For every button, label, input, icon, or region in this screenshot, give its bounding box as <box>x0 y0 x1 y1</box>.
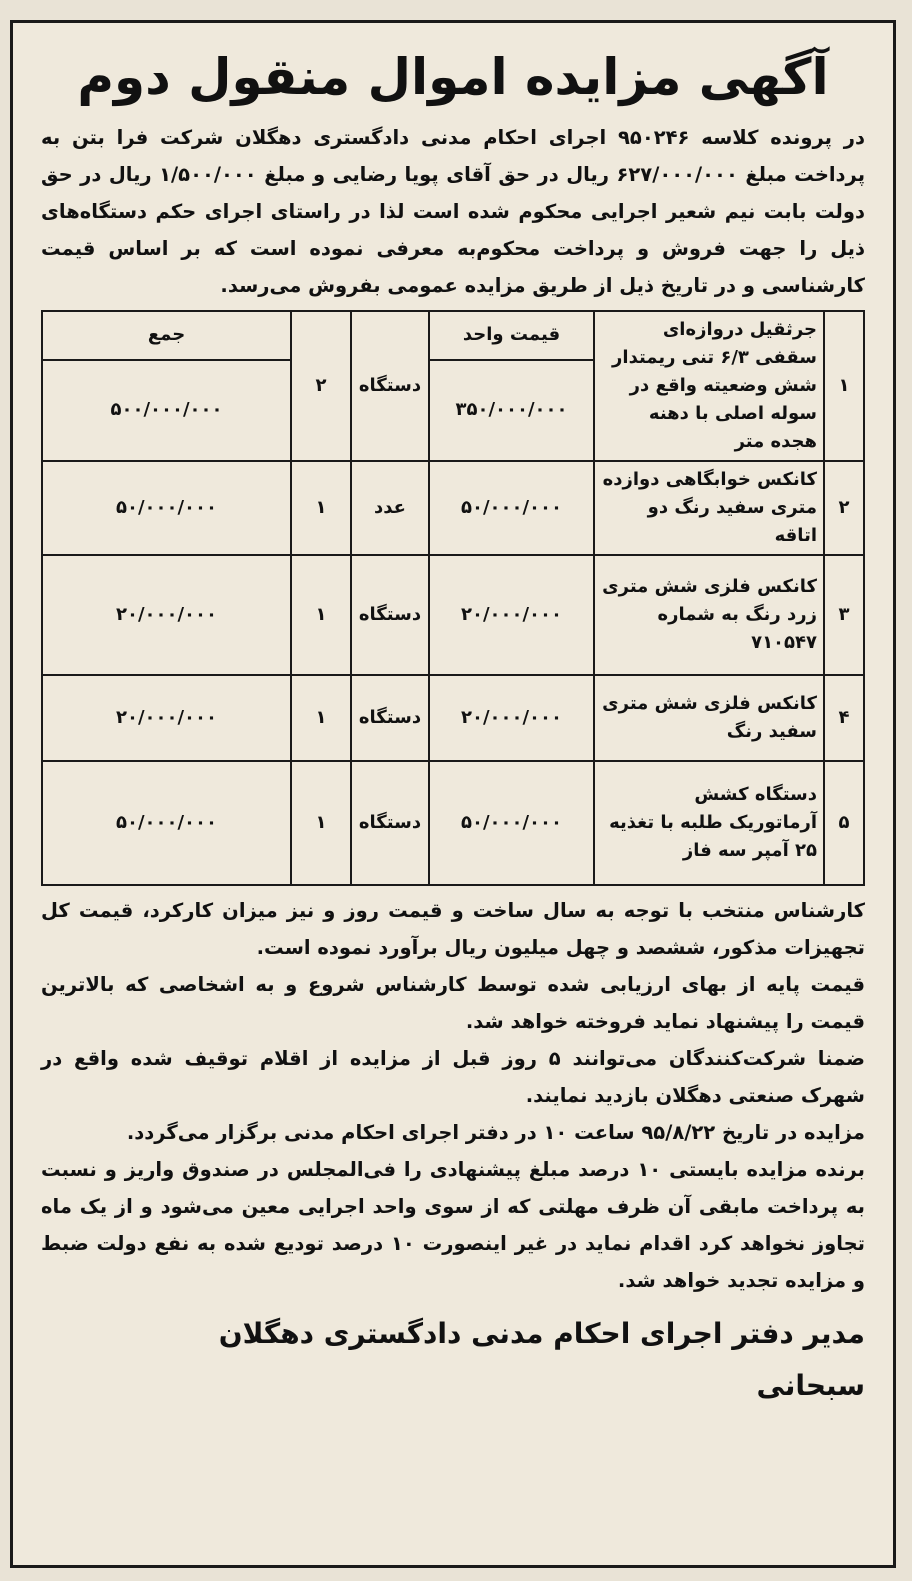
unit-price-header: قیمت واحد <box>429 311 594 360</box>
row-total: ۵۰/۰۰۰/۰۰۰ <box>42 761 291 885</box>
table-row <box>42 555 864 675</box>
row-unit: دستگاه <box>351 555 429 675</box>
row-description: کانکس فلزی شش متری زرد رنگ به شماره ۷۱۰۵۴۷ <box>594 555 824 675</box>
row-total: ۵۰۰/۰۰۰/۰۰۰ <box>42 360 291 461</box>
row-unit: دستگاه <box>351 311 429 461</box>
expert-paragraph: کارشناس منتخب با توجه به سال ساخت و قیمت روز و نیز میزان کارکرد، قیمت کل تجهیزات مذکور، ششصد و چهل میلیون ریال برآورد نموده است. <box>41 899 865 959</box>
table-row <box>42 761 864 885</box>
table-row <box>42 675 864 761</box>
row-number: ۴ <box>824 675 864 761</box>
row-quantity: ۱ <box>291 761 351 885</box>
intro-paragraph: در پرونده کلاسه ۹۵۰۲۴۶ اجرای احکام مدنی دادگستری دهگلان شرکت فرا بتن به پرداخت مبلغ ۶۲۷/۰۰۰/۰۰۰ ریال در حق آقای پویا رضایی و مبلغ ۱/۵۰۰/۰۰۰ ریال در حق دولت بابت نیم شعیر اجرایی محکوم شده است لذا در راستای اجرای حکم دستگاه‌های ذیل را جهت فروش و پرداخت محکوم‌به معرفی نموده است که بر اساس قیمت کارشناسی و در تاریخ ذیل از طریق مزایده عمومی بفروش می‌رسد. <box>41 126 866 297</box>
total-header: جمع <box>42 311 291 360</box>
signatory-name: سبحانی <box>756 1369 865 1402</box>
signatory-title: مدیر دفتر اجرای احکام مدنی دادگستری دهگلان <box>218 1317 865 1350</box>
winner-terms-paragraph: برنده مزایده بایستی ۱۰ درصد مبلغ پیشنهادی را فی‌المجلس در صندوق واریز و نسبت به پرداخت مابقی آن ظرف مهلتی که از سوی واحد اجرایی معین می‌شود و از یک ماه تجاوز نخواهد کرد اقدام نماید در غیر اینصورت ۱۰ درصد تودیع شده به نفع دولت ضبط و مزایده تجدید خواهد شد. <box>41 1158 865 1292</box>
row-unit: دستگاه <box>351 675 429 761</box>
row-unit: دستگاه <box>351 761 429 885</box>
row-unit-price: ۲۰/۰۰۰/۰۰۰ <box>429 555 594 675</box>
table-row <box>42 311 864 360</box>
row-number: ۵ <box>824 761 864 885</box>
row-unit-price: ۵۰/۰۰۰/۰۰۰ <box>429 461 594 555</box>
visit-paragraph: ضمنا شرکت‌کنندگان می‌توانند ۵ روز قبل از مزایده از اقلام توقیف شده واقع در شهرک صنعتی دهگلان بازدید نمایند. <box>41 1047 866 1107</box>
row-unit-price: ۵۰/۰۰۰/۰۰۰ <box>429 761 594 885</box>
row-quantity: ۱ <box>291 675 351 761</box>
row-description: کانکس فلزی شش متری سفید رنگ <box>594 675 824 761</box>
row-description: دستگاه کشش آرماتوریک طلبه با تغذیه ۲۵ آمپر سه فاز <box>594 761 824 885</box>
row-description: جرثقیل دروازه‌ای سقفی ۶/۳ تنی ریمتدار شش وضعیته واقع در سوله اصلی با دهنه هجده متر <box>594 311 824 461</box>
row-total: ۵۰/۰۰۰/۰۰۰ <box>42 461 291 555</box>
row-unit-price: ۲۰/۰۰۰/۰۰۰ <box>429 675 594 761</box>
row-total: ۲۰/۰۰۰/۰۰۰ <box>42 555 291 675</box>
row-unit: عدد <box>351 461 429 555</box>
row-quantity: ۱ <box>291 555 351 675</box>
row-quantity: ۱ <box>291 461 351 555</box>
base-price-paragraph: قیمت پایه از بهای ارزیابی شده توسط کارشناس شروع و به اشخاصی که بالاترین قیمت را پیشنهاد نماید فروخته خواهد شد. <box>41 973 865 1033</box>
row-number: ۱ <box>824 311 864 461</box>
notice-sheet <box>10 20 896 1568</box>
row-number: ۳ <box>824 555 864 675</box>
row-number: ۲ <box>824 461 864 555</box>
notice-title: آگهی مزایده اموال منقول دوم <box>77 48 829 106</box>
row-unit-price: ۳۵۰/۰۰۰/۰۰۰ <box>429 360 594 461</box>
auction-date-paragraph: مزایده در تاریخ ۹۵/۸/۲۲ ساعت ۱۰ در دفتر اجرای احکام مدنی برگزار می‌گردد. <box>126 1121 865 1144</box>
table-row <box>42 461 864 555</box>
row-quantity: ۲ <box>291 311 351 461</box>
items-table <box>41 310 865 886</box>
row-total: ۲۰/۰۰۰/۰۰۰ <box>42 675 291 761</box>
row-description: کانکس خوابگاهی دوازده متری سفید رنگ دو اتاقه <box>594 461 824 555</box>
